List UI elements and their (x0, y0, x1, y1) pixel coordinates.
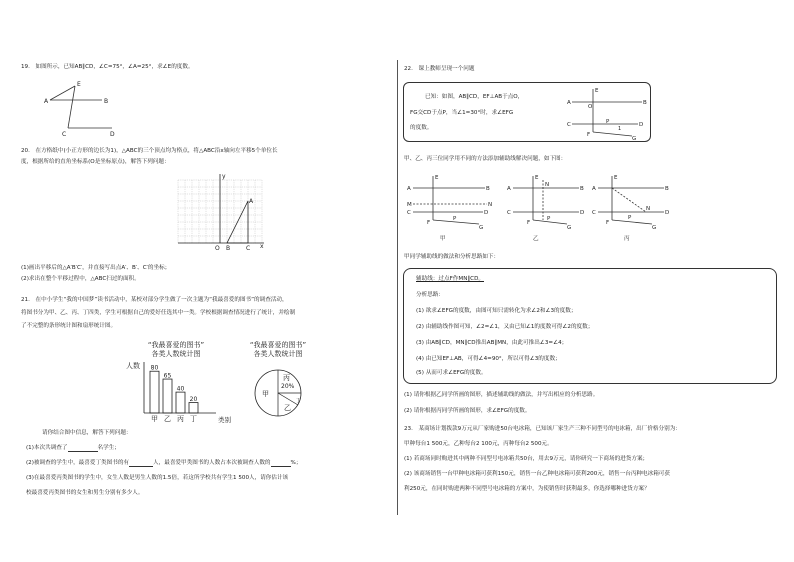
pie-label-jia: 甲 (262, 390, 269, 398)
q22-fig-c: C (567, 122, 571, 128)
q20-sub1: (1)画出平移后的△A′B′C′，并直接写出点A′、B′、C′的坐标； (21, 265, 171, 271)
bar-4 (189, 403, 198, 413)
bar-value-label-3: 40 (176, 385, 185, 393)
q22-figure-yi (505, 172, 585, 238)
q22-step-2: (2) 由辅助线作图可知，∠2=∠1，又由已知∠1的度数可得∠2的度数； (416, 324, 594, 330)
bar-category-label-4: 丁 (190, 415, 197, 423)
svg-text:G: G (652, 225, 657, 231)
svg-text:P: P (547, 216, 551, 222)
svg-text:B: B (665, 186, 669, 192)
bar-chart-xlabel: 类别 (218, 416, 231, 424)
svg-text:E: E (614, 175, 618, 181)
q22-figure-bing (590, 172, 670, 238)
q22-step-4: (4) 由已知EF⊥AB，可得∠4=90°，所以可得∠3的度数； (416, 356, 561, 362)
pie-label-bing-pct: 20% (281, 383, 295, 390)
q22-aux: 辅助线：过点F作MN∥CD。 (416, 276, 484, 282)
q22-fig-d: D (639, 122, 644, 128)
svg-text:P: P (628, 215, 632, 221)
svg-text:G: G (567, 225, 572, 231)
svg-text:C: C (507, 210, 511, 216)
q19-figure (40, 80, 120, 138)
q21-answer-blank-2[interactable] (129, 460, 153, 467)
q21-sub2-c: %； (290, 460, 302, 466)
q22-step-1: (1) 欲求∠EFG的度数，由图可知只需转化为求∠2和∠3的度数； (416, 308, 577, 314)
bar-1 (150, 371, 159, 413)
bar-category-label-2: 乙 (164, 415, 171, 423)
q20-sub2: (2)求出在整个平移过程中，△ABC扫过的面积。 (21, 276, 140, 282)
bar-chart-title-1: “我最喜爱的图书” (147, 341, 205, 349)
q22-fig-g: G (632, 136, 637, 142)
svg-text:E: E (535, 175, 539, 181)
q21-answer-blank-3[interactable] (271, 460, 291, 467)
svg-text:E: E (435, 175, 439, 181)
q20-label-x: x (260, 243, 264, 250)
svg-text:D: D (580, 210, 585, 216)
q22-fig-o: O (588, 104, 593, 110)
jia-label-m: M (407, 202, 412, 208)
q21-sub2-b: 人，最喜爱甲类图书的人数占本次被调查人数的 (153, 460, 271, 466)
q21-sub2 (26, 460, 301, 467)
q22-box-line2: FG交CD于点P，当∠1=30°时，求∠EFG (410, 110, 514, 116)
q20-label-a: A (249, 198, 254, 205)
q22-figure-jia (405, 172, 495, 238)
q21-sub1-b: 名学生； (97, 445, 120, 451)
svg-text:D: D (665, 210, 670, 216)
column-divider (397, 60, 398, 515)
q23-line2: 甲种每台1 500元，乙种每台2 100元，丙种每台2 500元。 (404, 441, 553, 447)
q22-caption-jia: 甲 (440, 236, 446, 242)
svg-text:G: G (479, 225, 484, 231)
q19-label-e: E (77, 81, 81, 88)
bar-2 (163, 379, 172, 413)
q22-box-line1: 已知：如图，AB∥CD，EF⊥AB于点O， (425, 94, 524, 100)
svg-text:B: B (486, 186, 490, 192)
q21-sub3b: 校最喜爱丙类图书的女生和男生分别有多少人。 (26, 490, 144, 496)
svg-text:B: B (580, 186, 584, 192)
q20-line1: 20. 在方格纸中(小正方形的边长为1)，△ABC的三个顶点均为格点，将△ABC沿x轴向左平移5个单位长 (21, 148, 278, 154)
q22-step-5: (5) 从而可求∠EFG的度数。 (416, 370, 487, 376)
pie-label-ding: 丁 (296, 398, 302, 404)
q22-fig-e: E (595, 88, 599, 94)
svg-text:F: F (527, 220, 531, 226)
q22-question-2: (2) 请你根据丙同学所画的图形，求∠EFG的度数。 (404, 408, 531, 414)
bar-3 (176, 392, 185, 413)
q20-grid-figure (176, 172, 268, 252)
q23-line5: 利250元，在同时购进两种不同型号电冰箱的方案中，为使销售时获利最多，你选择哪种进货方案？ (404, 486, 650, 492)
jia-label-n: N (488, 202, 493, 208)
q21-intro: 请你结合图中信息，解答下列问题： (42, 430, 132, 436)
q23-line4: (2) 该商场销售一台甲种电冰箱可获利150元，销售一台乙种电冰箱可获利200元，销售一台丙种电冰箱可获 (404, 471, 670, 477)
q21-sub1 (26, 445, 120, 452)
q21-line3: 了不完整的条形统计图和扇形统计图。 (21, 323, 117, 329)
bar-value-label-4: 20 (189, 396, 198, 404)
q22-jia-intro: 甲同学辅助线的做法和分析思路如下： (404, 254, 500, 260)
q20-label-o: O (215, 245, 220, 252)
svg-text:A: A (592, 186, 596, 192)
q22-fig-b: B (643, 100, 647, 106)
pie-chart-title-2: 各类人数统计图 (253, 350, 303, 358)
pie-chart-title-1: “我最喜爱的图书” (249, 341, 307, 349)
svg-text:A: A (407, 186, 411, 192)
q20-label-b: B (226, 245, 231, 252)
svg-text:N: N (646, 206, 651, 212)
svg-text:P: P (453, 216, 457, 222)
bar-chart-ylabel: 人数 (126, 362, 140, 370)
bar-chart-title-2: 各类人数统计图 (151, 350, 201, 358)
bar-value-label-1: 80 (150, 364, 159, 372)
q22-caption-bing: 丙 (624, 236, 630, 242)
svg-text:A: A (507, 186, 511, 192)
svg-text:F: F (427, 220, 431, 226)
q22-title: 22. 课上教师呈现一个问题 (404, 66, 475, 72)
q19-label-b: B (104, 98, 109, 105)
q22-step-3: (3) 由AB∥CD，MN∥CD推出AB∥MN，由此可推出∠3=∠4； (416, 340, 568, 346)
q22-caption-yi: 乙 (533, 236, 539, 242)
q22-main-figure (566, 86, 646, 140)
q20-label-c: C (246, 245, 251, 252)
bar-value-label-2: 65 (163, 372, 172, 380)
q20-line2: 度，根据所给的直角坐标系(O是坐标原点)，解答下列问题： (21, 159, 170, 165)
q21-pie-chart (240, 338, 320, 428)
q22-box-line3: 的度数。 (410, 125, 433, 131)
q19-label-d: D (110, 131, 115, 138)
q19-label-c: C (62, 131, 67, 138)
bar-category-label-1: 甲 (151, 415, 158, 423)
q21-bar-chart (120, 338, 240, 428)
q23-line3: (1) 若商场同时购进其中两种不同型号电冰箱共50台，用去9万元，请你研究一下商场的进货方案； (404, 456, 649, 462)
q21-answer-blank-1[interactable] (68, 445, 98, 452)
q19-label-a: A (44, 98, 49, 105)
svg-text:C: C (407, 210, 411, 216)
svg-text:N: N (545, 182, 550, 188)
svg-text:D: D (484, 210, 489, 216)
q22-fig-1: 1 (618, 126, 622, 132)
q21-line2: 将图书分为甲、乙、丙、丁四类，学生可根据自己的爱好任选其中一类。学校根据调查情况进行了统计，并绘制 (21, 310, 296, 316)
q19-text: 19. 如图所示，已知AB∥CD，∠C=75°，∠A=25°，求∠E的度数。 (21, 64, 194, 70)
svg-text:C: C (592, 210, 596, 216)
q21-sub3a: (3)在最喜爱丙类图书的学生中，女生人数是男生人数的1.5倍，若这所学校共有学生1 500人，请你估计该 (26, 475, 289, 481)
q21-line1: 21. 在中小学生“我的中国梦”读书活动中，某校对部分学生做了一次主题为“我最喜爱的图书”的调查活动， (21, 297, 288, 303)
q22-analysis-label: 分析思路： (416, 292, 444, 298)
q22-fig-f: F (587, 132, 591, 138)
q22-fig-a: A (567, 100, 571, 106)
q22-fig-p: P (606, 119, 610, 125)
bar-category-label-3: 丙 (177, 415, 184, 423)
q23-line1: 23. 某商场计划拨款9万元从厂家购进50台电冰箱，已知该厂家生产三种不同型号的电冰箱，出厂价格分别为： (404, 426, 681, 432)
q21-sub1-a: (1)本次共调查了 (26, 445, 68, 451)
q20-label-y: y (222, 173, 226, 180)
q22-question-1: (1) 请你根据乙同学所画的图形，描述辅助线的做法，并写出相应的分析思路。 (404, 392, 599, 398)
q21-sub2-a: (2)被调查的学生中，最喜爱丁类图书的有 (26, 460, 130, 466)
pie-label-bing: 丙 (283, 374, 290, 382)
pie-label-yi: 乙 (284, 404, 291, 412)
q22-intro: 甲、乙、丙三位同学用不同的方法添加辅助线解决问题，如下图： (404, 156, 567, 162)
svg-text:F: F (606, 220, 610, 226)
